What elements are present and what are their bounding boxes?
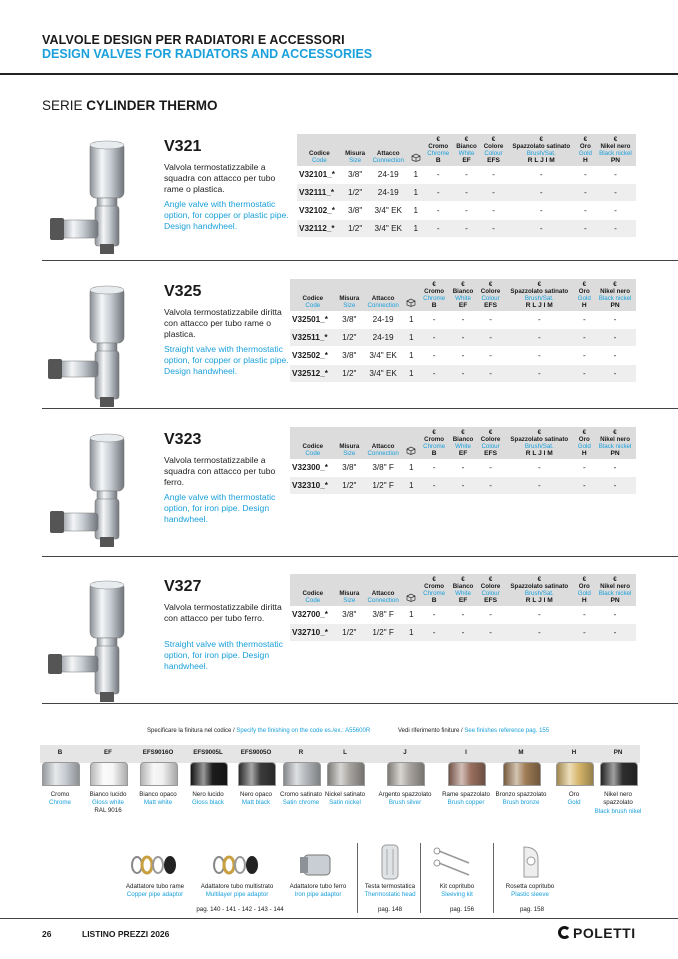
finish-name-en: Matt white — [143, 799, 173, 806]
header-divider — [0, 73, 678, 75]
accessory-name-it: Adattatore tubo multistrato — [200, 883, 274, 890]
finish-swatch — [140, 762, 178, 786]
cell-price: - — [594, 347, 636, 365]
col-header-finish: € Bianco White EF — [456, 136, 477, 164]
cell-price: - — [477, 477, 504, 495]
col-header-connection: Attacco Connection — [367, 295, 399, 309]
cell-price: - — [477, 459, 504, 477]
cell-price: - — [575, 365, 595, 383]
col-header-connection: Attacco Connection — [367, 443, 399, 457]
col-header-finish: € Bianco White EF — [452, 576, 474, 604]
cell-price: - — [477, 329, 504, 347]
finish-swatch — [600, 762, 638, 786]
cell-price: - — [504, 365, 575, 383]
product-description-it: Valvola termostatizzabile a squadra con attacco per tubo ferro. — [164, 455, 276, 487]
col-header-finish: € Bianco White EF — [452, 281, 474, 309]
cell-code: V32502_* — [290, 347, 336, 365]
finish-code: EFS9005O — [240, 749, 272, 756]
finish-swatch — [190, 762, 228, 786]
cell-qty: 1 — [403, 329, 419, 347]
table-row — [290, 606, 636, 624]
cell-price: - — [480, 202, 506, 220]
product-description-it: Valvola termostatizzabile diritta con attacco per tubo ferro. — [164, 602, 282, 623]
cell-size: 3/8" — [336, 606, 363, 624]
cell-price: - — [419, 624, 449, 642]
finish-swatch — [238, 762, 276, 786]
col-header-finish: € Spazzolato satinato Brush/Sat. R L J I M — [512, 136, 571, 164]
col-header-finish: € Colore Colour EFS — [483, 136, 504, 164]
cell-price: - — [480, 220, 506, 238]
finish-extra: RAL 9016 — [94, 807, 122, 814]
cell-code: V32112_* — [297, 220, 342, 238]
table-row — [290, 624, 636, 642]
cell-price: - — [419, 365, 449, 383]
cell-price: - — [453, 166, 481, 184]
finish-swatch — [387, 762, 425, 786]
cell-connection: 1/2" F — [363, 477, 403, 495]
product-description-en: Angle valve with thermostatic option, for copper or plastic pipe. Design handwheel. — [164, 199, 289, 231]
cell-size: 1/2" — [336, 329, 363, 347]
col-header-finish: € Colore Colour EFS — [480, 576, 501, 604]
accessory-divider — [493, 843, 494, 913]
cell-price: - — [576, 166, 595, 184]
cell-code: V32501_* — [290, 311, 336, 329]
col-header-code: Codice Code — [309, 150, 330, 164]
valve-product-image — [40, 285, 140, 405]
price-table — [297, 134, 636, 238]
cell-connection: 3/4" EK — [369, 220, 409, 238]
col-header-finish: € Spazzolato satinato Brush/Sat. R L J I M — [510, 429, 569, 457]
cell-price: - — [477, 624, 504, 642]
price-table — [290, 574, 636, 642]
cell-code: V32102_* — [297, 202, 342, 220]
cell-size: 1/2" — [342, 220, 369, 238]
finish-code: EF — [104, 749, 112, 756]
finish-swatch — [42, 762, 80, 786]
pages-adaptors: pag. 140 - 141 - 142 - 143 - 144 — [196, 906, 284, 913]
finish-name-en: Brush bronze — [502, 799, 540, 806]
finish-name-it: Bianco lucido — [89, 791, 127, 798]
cell-price: - — [419, 606, 449, 624]
finish-code: J — [403, 749, 407, 756]
finish-name-it: Nikel nero spazzolato — [603, 791, 633, 806]
cell-size: 3/8" — [342, 202, 369, 220]
finish-name-it: Bronzo spazzolato — [495, 791, 547, 798]
col-header-finish: € Oro Gold H — [577, 281, 591, 309]
cell-price: - — [576, 220, 595, 238]
cell-qty: 1 — [408, 220, 424, 238]
pages-rosetta: pag. 158 — [519, 906, 545, 913]
cell-qty: 1 — [403, 347, 419, 365]
col-header-finish: € Nikel nero Black nickel PN — [598, 429, 632, 457]
finish-name-en: Black brush nikel — [594, 808, 642, 815]
col-header-finish: € Nikel nero Black nickel PN — [599, 136, 632, 164]
finish-swatch — [448, 762, 486, 786]
cell-price: - — [504, 329, 575, 347]
cell-qty: 1 — [403, 477, 419, 495]
cell-price: - — [449, 329, 477, 347]
col-header-package — [403, 279, 419, 311]
cell-price: - — [576, 202, 595, 220]
cell-price: - — [424, 184, 453, 202]
finish-name-it: Oro — [568, 791, 580, 798]
col-header-code: Codice Code — [302, 590, 324, 604]
col-header-finish: € Cromo Chrome B — [423, 281, 446, 309]
price-table — [290, 279, 636, 383]
cell-price: - — [504, 347, 575, 365]
col-header-finish: € Bianco White EF — [452, 429, 474, 457]
col-header-finish: € Colore Colour EFS — [480, 429, 501, 457]
cell-price: - — [449, 477, 477, 495]
cell-price: - — [507, 202, 576, 220]
col-header-finish: € Oro Gold H — [578, 136, 592, 164]
cell-price: - — [594, 459, 636, 477]
cell-price: - — [480, 166, 506, 184]
cell-qty: 1 — [408, 166, 424, 184]
cell-connection: 24-19 — [369, 166, 409, 184]
cell-price: - — [507, 166, 576, 184]
cell-price: - — [575, 477, 595, 495]
product-description-it: Valvola termostatizzabile a squadra con attacco per tubo rame o plastica. — [164, 162, 276, 194]
cell-connection: 1/2" F — [363, 624, 403, 642]
valve-product-image — [40, 433, 140, 553]
page-number: 26 — [42, 929, 52, 939]
finish-code: PN — [613, 749, 623, 756]
accessory-name-it: Adattatore tubo rame — [125, 883, 185, 890]
col-header-connection: Attacco Connection — [372, 150, 404, 164]
cell-price: - — [504, 311, 575, 329]
col-header-finish: € Spazzolato satinato Brush/Sat. R L J I M — [510, 576, 569, 604]
cell-price: - — [594, 606, 636, 624]
product-description-en: Angle valve with thermostatic option, for iron pipe. Design handwheel. — [164, 492, 276, 524]
col-header-finish: € Cromo Chrome B — [423, 429, 446, 457]
cell-price: - — [504, 624, 575, 642]
table-row — [297, 220, 636, 238]
finish-code: R — [298, 749, 304, 756]
cell-price: - — [575, 329, 595, 347]
cell-price: - — [449, 347, 477, 365]
col-header-finish: € Spazzolato satinato Brush/Sat. R L J I M — [510, 281, 569, 309]
cell-price: - — [477, 606, 504, 624]
header-title-it: VALVOLE DESIGN PER RADIATORI E ACCESSORI — [42, 33, 345, 47]
cell-price: - — [424, 220, 453, 238]
cell-size: 3/8" — [336, 347, 363, 365]
cell-code: V32710_* — [290, 624, 336, 642]
cell-price: - — [594, 329, 636, 347]
finishes-note-left: Specificare la finitura nel codice / Specify the finishing on the code es./ex.: A55600R — [147, 728, 371, 734]
cell-code: V32300_* — [290, 459, 336, 477]
col-header-finish: € Nikel nero Black nickel PN — [598, 281, 632, 309]
finish-code: EFS9005L — [193, 749, 223, 756]
col-header-finish: € Cromo Chrome B — [427, 136, 450, 164]
accessory-name-en: Iron pipe adaptor — [294, 891, 342, 898]
table-row — [297, 202, 636, 220]
product-code: V321 — [164, 138, 202, 155]
accessory-name-it: Rosetta copritubo — [505, 883, 555, 890]
finish-swatch — [327, 762, 365, 786]
finish-name-en: Gloss black — [192, 799, 224, 806]
cell-price: - — [449, 606, 477, 624]
cell-qty: 1 — [403, 365, 419, 383]
cell-qty: 1 — [408, 202, 424, 220]
accessory-name-en: Copper pipe adaptor — [126, 891, 184, 898]
package-icon — [406, 446, 416, 455]
cell-price: - — [595, 220, 636, 238]
cell-price: - — [575, 311, 595, 329]
finish-code: EFS9016O — [142, 749, 174, 756]
finish-code: M — [518, 749, 524, 756]
cell-price: - — [504, 459, 575, 477]
finish-name-en: Matt black — [241, 799, 271, 806]
cell-price: - — [575, 624, 595, 642]
finish-swatch — [556, 762, 594, 786]
finish-name-en: Brush silver — [388, 799, 422, 806]
header-title-en: DESIGN VALVES FOR RADIATORS AND ACCESSORIES — [42, 47, 373, 61]
cell-code: V32511_* — [290, 329, 336, 347]
col-header-code: Codice Code — [302, 295, 324, 309]
cell-price: - — [594, 365, 636, 383]
cell-code: V32101_* — [297, 166, 342, 184]
cell-price: - — [595, 184, 636, 202]
finish-swatch — [90, 762, 128, 786]
cell-price: - — [595, 166, 636, 184]
cell-price: - — [419, 347, 449, 365]
finish-code: I — [465, 749, 467, 756]
finish-name-it: Rame spazzolato — [442, 791, 490, 798]
cell-size: 1/2" — [336, 365, 363, 383]
accessory-name-it: Kit copritubo — [439, 883, 475, 890]
product-code: V325 — [164, 283, 202, 300]
package-icon — [411, 153, 421, 162]
cell-connection: 24-19 — [363, 329, 403, 347]
cell-price: - — [449, 459, 477, 477]
cell-code: V32512_* — [290, 365, 336, 383]
col-header-finish: € Nikel nero Black nickel PN — [598, 576, 632, 604]
accessory-name-en: Plastic sleeve — [511, 891, 549, 898]
pages-kit: pag. 156 — [449, 906, 475, 913]
finish-name-en: Satin nickel — [329, 799, 361, 806]
finish-name-it: Bianco opaco — [139, 791, 177, 798]
finish-name-en: Gloss white — [92, 799, 124, 806]
finish-code: H — [571, 749, 577, 756]
pages-head: pag. 148 — [377, 906, 403, 913]
product-description-en: Straight valve with thermostatic option, for iron pipe. Design handwheel. — [164, 639, 283, 671]
cell-price: - — [507, 220, 576, 238]
price-table — [290, 427, 636, 495]
finishes-note-right: Vedi riferimento finiture / See finishes reference pag. 155 — [398, 728, 550, 734]
table-row — [297, 184, 636, 202]
product-description-en: Straight valve with thermostatic option, for copper or plastic pipe. Design handwheel. — [164, 344, 289, 376]
accessory-image — [290, 843, 346, 883]
cell-qty: 1 — [403, 606, 419, 624]
cell-connection: 3/8" F — [363, 606, 403, 624]
package-icon — [406, 593, 416, 602]
accessory-name-en: Multilayer pipe adaptor — [205, 891, 269, 898]
accessory-divider — [357, 843, 358, 913]
product-description-it: Valvola termostatizzabile diritta con attacco per tubo rame o plastica. — [164, 307, 282, 339]
cell-price: - — [576, 184, 595, 202]
cell-size: 3/8" — [336, 459, 363, 477]
col-header-size: Misura Size — [339, 295, 360, 309]
cell-price: - — [453, 202, 481, 220]
accessory-name-it: Testa termostatica — [364, 883, 416, 890]
cell-size: 3/8" — [342, 166, 369, 184]
table-row — [290, 365, 636, 383]
cell-price: - — [419, 477, 449, 495]
finish-name-en: Satin chrome — [282, 799, 320, 806]
cell-price: - — [419, 329, 449, 347]
col-header-finish: € Colore Colour EFS — [480, 281, 501, 309]
cell-size: 1/2" — [342, 184, 369, 202]
cell-price: - — [575, 606, 595, 624]
accessory-image — [209, 843, 265, 883]
brand-logo: POLETTI — [558, 925, 636, 941]
finish-code: L — [343, 749, 347, 756]
cell-connection: 3/4" EK — [369, 202, 409, 220]
valve-product-image — [40, 140, 140, 260]
cell-price: - — [504, 477, 575, 495]
cell-price: - — [453, 184, 481, 202]
cell-price: - — [595, 202, 636, 220]
cell-price: - — [449, 311, 477, 329]
cell-price: - — [507, 184, 576, 202]
cell-connection: 24-19 — [369, 184, 409, 202]
col-header-package — [403, 574, 419, 606]
finish-name-it: Nickel satinato — [324, 791, 366, 798]
cell-code: V32310_* — [290, 477, 336, 495]
col-header-package — [403, 427, 419, 459]
cell-price: - — [453, 220, 481, 238]
finish-swatch — [283, 762, 321, 786]
col-header-size: Misura Size — [339, 590, 360, 604]
finish-name-en: Gold — [567, 799, 581, 806]
finish-name-it: Cromo — [50, 791, 70, 798]
accessory-name-it: Adattatore tubo ferro — [289, 883, 347, 890]
finish-name-it: Nero lucido — [192, 791, 224, 798]
cell-price: - — [424, 166, 453, 184]
accessory-image — [127, 843, 183, 883]
accessory-name-en: Thermostatic head — [364, 891, 416, 898]
col-header-package — [408, 134, 424, 166]
cell-price: - — [594, 311, 636, 329]
accessory-image — [362, 843, 418, 883]
accessory-image — [502, 843, 558, 883]
cell-price: - — [419, 459, 449, 477]
cell-size: 3/8" — [336, 311, 363, 329]
cell-price: - — [449, 365, 477, 383]
cell-code: V32111_* — [297, 184, 342, 202]
price-list-label: LISTINO PREZZI 2026 — [82, 929, 170, 939]
table-row — [290, 311, 636, 329]
finish-code: B — [57, 749, 63, 756]
table-row — [290, 347, 636, 365]
cell-qty: 1 — [403, 624, 419, 642]
logo-mark-icon — [558, 926, 571, 939]
col-header-finish: € Cromo Chrome B — [423, 576, 446, 604]
finish-name-it: Cromo satinato — [280, 791, 322, 798]
cell-price: - — [504, 606, 575, 624]
valve-product-image — [40, 580, 140, 700]
cell-price: - — [594, 477, 636, 495]
package-icon — [406, 298, 416, 307]
col-header-finish: € Oro Gold H — [577, 576, 591, 604]
col-header-connection: Attacco Connection — [367, 590, 399, 604]
cell-price: - — [575, 459, 595, 477]
cell-price: - — [594, 624, 636, 642]
product-code: V323 — [164, 431, 202, 448]
col-header-code: Codice Code — [302, 443, 324, 457]
col-header-size: Misura Size — [345, 150, 366, 164]
serie-title: SERIE CYLINDER THERMO — [42, 98, 218, 113]
cell-qty: 1 — [403, 311, 419, 329]
cell-qty: 1 — [408, 184, 424, 202]
col-header-finish: € Oro Gold H — [577, 429, 591, 457]
finish-name-en: Chrome — [48, 799, 71, 806]
product-code: V327 — [164, 578, 202, 595]
finish-name-en: Brush copper — [447, 799, 485, 806]
cell-connection: 3/4" EK — [363, 365, 403, 383]
cell-price: - — [477, 347, 504, 365]
finish-name-it: Argento spazzolato — [378, 791, 432, 798]
accessory-name-en: Sleeving kit — [441, 891, 473, 898]
footer-divider — [0, 918, 678, 919]
table-row — [290, 329, 636, 347]
col-header-size: Misura Size — [339, 443, 360, 457]
table-row — [297, 166, 636, 184]
accessory-image — [429, 843, 485, 883]
cell-size: 1/2" — [336, 624, 363, 642]
cell-connection: 24-19 — [363, 311, 403, 329]
cell-price: - — [480, 184, 506, 202]
cell-price: - — [449, 624, 477, 642]
cell-price: - — [575, 347, 595, 365]
cell-price: - — [419, 311, 449, 329]
table-row — [290, 459, 636, 477]
cell-price: - — [477, 365, 504, 383]
finish-name-it: Nero opaco — [240, 791, 272, 798]
accessory-divider — [420, 843, 421, 913]
cell-connection: 3/4" EK — [363, 347, 403, 365]
cell-price: - — [477, 311, 504, 329]
finish-swatch — [503, 762, 541, 786]
cell-connection: 3/8" F — [363, 459, 403, 477]
table-row — [290, 477, 636, 495]
cell-code: V32700_* — [290, 606, 336, 624]
cell-price: - — [424, 202, 453, 220]
cell-qty: 1 — [403, 459, 419, 477]
cell-size: 1/2" — [336, 477, 363, 495]
